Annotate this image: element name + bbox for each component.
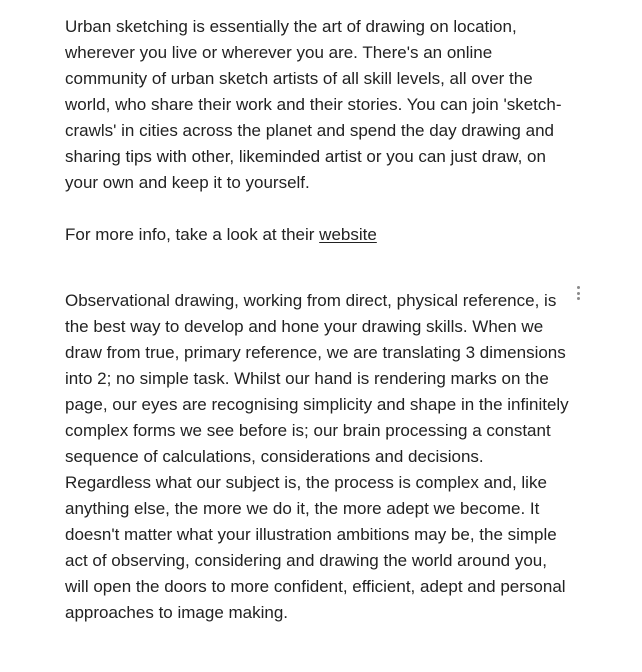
intro-paragraph: Urban sketching is essentially the art of drawing on location, wherever you live or wherever you are. There's an online community of urban sketch artists of all skill levels, all over the world, who share their work and their stories. You can join 'sketch-crawls' in cities across the planet and spend the day drawing and sharing tips with other, likeminded artist or you can just draw, on your own and keep it to yourself.	[65, 17, 562, 192]
more-info-paragraph	[65, 222, 570, 248]
menu-dot	[577, 286, 580, 289]
observation-paragraph: Observational drawing, working from direct, physical reference, is the best way to develop and hone your drawing skills. When we draw from true, primary reference, we are translating 3 dimensions into 2; no simple task. Whilst our hand is rendering marks on the page, our eyes are recognising simplicity and shape in the infinitely complex forms we see before is; our brain processing a constant sequence of calculations, considerations and decisions. Regardless what our subject is, the process is complex and, like anything else, the more we do it, the more adept we become. It doesn't matter what your illustration ambitions may be, the simple act of observing, considering and drawing the world around you, will open the doors to more confident, efficient, adept and personal approaches to image making.	[65, 291, 569, 622]
more-info-text: For more info, take a look at their	[65, 225, 320, 244]
menu-dot	[577, 297, 580, 300]
menu-dot	[577, 292, 580, 295]
more-vertical-icon[interactable]	[570, 284, 586, 302]
website-link[interactable]: website	[319, 225, 377, 244]
article-body	[65, 14, 570, 626]
